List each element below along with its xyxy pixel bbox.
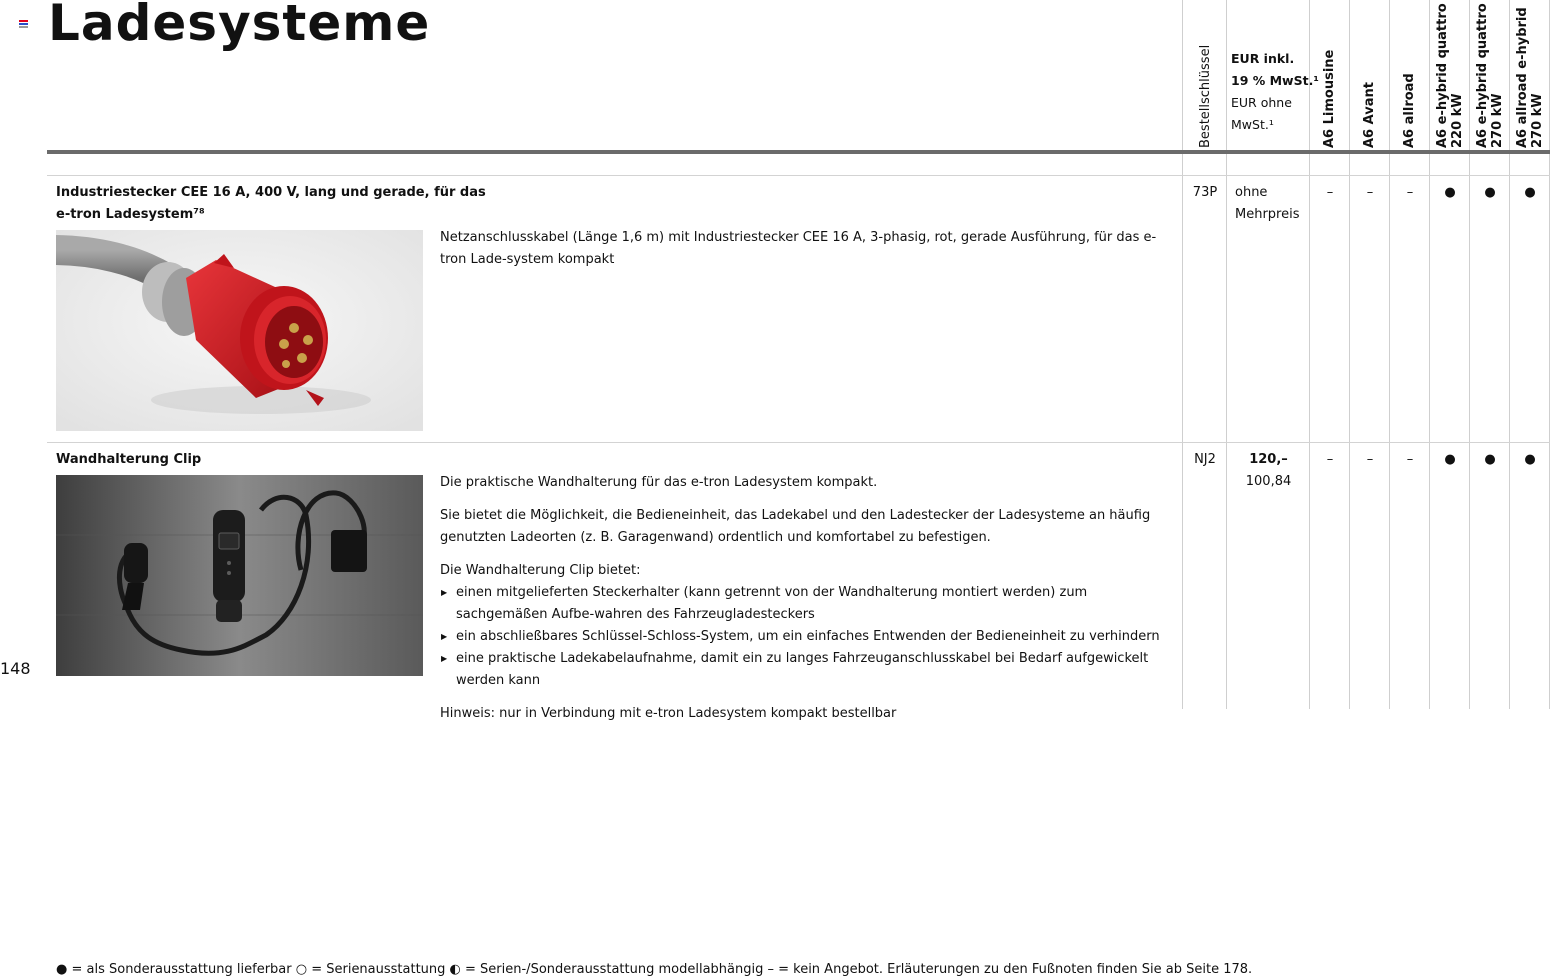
availability-mark: ● bbox=[1524, 185, 1536, 200]
feature-list bbox=[440, 582, 1170, 692]
availability-mark: ● bbox=[1524, 452, 1536, 467]
list-item: ▶ eine praktische Ladekabelaufnahme, damit ein zu langes Fahrzeuganschlusskabel bei Bedarf aufgewickelt werden kann bbox=[440, 648, 1170, 692]
column-divider bbox=[1349, 0, 1350, 709]
column-divider bbox=[1429, 0, 1430, 709]
list-intro: Die Wandhalterung Clip bietet: bbox=[440, 563, 641, 578]
availability-mark: – bbox=[1406, 452, 1414, 467]
legend: ● = als Sonderausstattung lieferbar ○ = Serienausstattung ◐ = Serien-/Sonderausstattung modellabhängig – = kein Angebot. Erläuterungen zu den Fußnoten finden Sie ab Seite 178. bbox=[56, 962, 1253, 977]
column-divider bbox=[1469, 0, 1470, 709]
product-title: Industriestecker CEE 16 A, 400 V, lang und gerade, für das e-tron Ladesystem⁷⁸ bbox=[56, 185, 486, 222]
page-title: Ladesysteme bbox=[48, 0, 431, 52]
column-header-model: A6 e-hybrid quattro 220 kW bbox=[1435, 3, 1465, 148]
product-title: Wandhalterung Clip bbox=[56, 452, 202, 467]
order-note: Hinweis: nur in Verbindung mit e-tron Ladesystem kompakt bestellbar bbox=[440, 706, 897, 721]
order-code: NJ2 bbox=[1194, 452, 1216, 467]
product-description bbox=[440, 472, 1170, 736]
availability-mark: ● bbox=[1484, 185, 1496, 200]
availability-mark: – bbox=[1366, 185, 1374, 200]
column-divider bbox=[1226, 0, 1227, 709]
column-divider bbox=[1182, 0, 1183, 709]
price-excl-label-2: MwSt.¹ bbox=[1231, 117, 1274, 132]
header-rule bbox=[47, 150, 1550, 154]
price-cell: 120,– 100,84 bbox=[1245, 452, 1292, 489]
availability-mark: ● bbox=[1484, 452, 1496, 467]
industrial-plug-photo bbox=[56, 230, 423, 431]
column-header-model: A6 allroad e-hybrid 270 kW bbox=[1515, 7, 1545, 148]
column-header-model: A6 e-hybrid quattro 270 kW bbox=[1475, 3, 1505, 148]
column-header-model: A6 Limousine bbox=[1322, 49, 1337, 148]
description-intro: Die praktische Wandhalterung für das e-tron Ladesystem kompakt. bbox=[440, 475, 878, 490]
column-header-model: A6 allroad bbox=[1402, 73, 1417, 148]
price-excl-label: EUR ohne bbox=[1231, 95, 1292, 110]
price-incl-label-2: 19 % MwSt.¹ bbox=[1231, 73, 1319, 88]
description-text: Sie bietet die Möglichkeit, die Bedieneinheit, das Ladekabel und den Ladestecker der Ladesysteme an häufig genutzten Ladeorten (z. B. Garagenwand) ordentlich und komfortabel zu befestigen. bbox=[440, 508, 1151, 545]
product-description: Netzanschlusskabel (Länge 1,6 m) mit Industriestecker CEE 16 A, 3-phasig, rot, gerade Ausführung, für das e-tron Lade-system kompakt bbox=[440, 230, 1157, 267]
column-divider bbox=[1389, 0, 1390, 709]
column-header-model: A6 Avant bbox=[1362, 82, 1377, 148]
row-divider bbox=[47, 442, 1550, 443]
wall-mount-photo bbox=[56, 475, 423, 676]
availability-mark: ● bbox=[1444, 185, 1456, 200]
availability-mark: – bbox=[1326, 185, 1334, 200]
column-header-order-key: Bestellschlüssel bbox=[1198, 44, 1213, 148]
availability-mark: ● bbox=[1444, 452, 1456, 467]
list-item: ▶ einen mitgelieferten Steckerhalter (kann getrennt von der Wandhalterung montiert werden) zum sachgemäßen Aufbe-wahren des Fahrzeugladesteckers bbox=[440, 582, 1170, 626]
brand-flag-icon bbox=[19, 20, 28, 27]
availability-mark: – bbox=[1366, 452, 1374, 467]
order-code: 73P bbox=[1192, 185, 1218, 200]
column-header-price bbox=[1231, 48, 1319, 136]
page-number: 148 bbox=[0, 659, 31, 678]
availability-mark: – bbox=[1326, 452, 1334, 467]
price-cell: ohne Mehrpreis bbox=[1235, 185, 1300, 222]
availability-mark: – bbox=[1406, 185, 1414, 200]
column-divider bbox=[1509, 0, 1510, 709]
price-incl-label: EUR inkl. bbox=[1231, 51, 1295, 66]
row-divider bbox=[47, 175, 1550, 176]
list-item: ▶ ein abschließbares Schlüssel-Schloss-System, um ein einfaches Entwenden der Bedieneinheit zu verhindern bbox=[440, 626, 1170, 648]
